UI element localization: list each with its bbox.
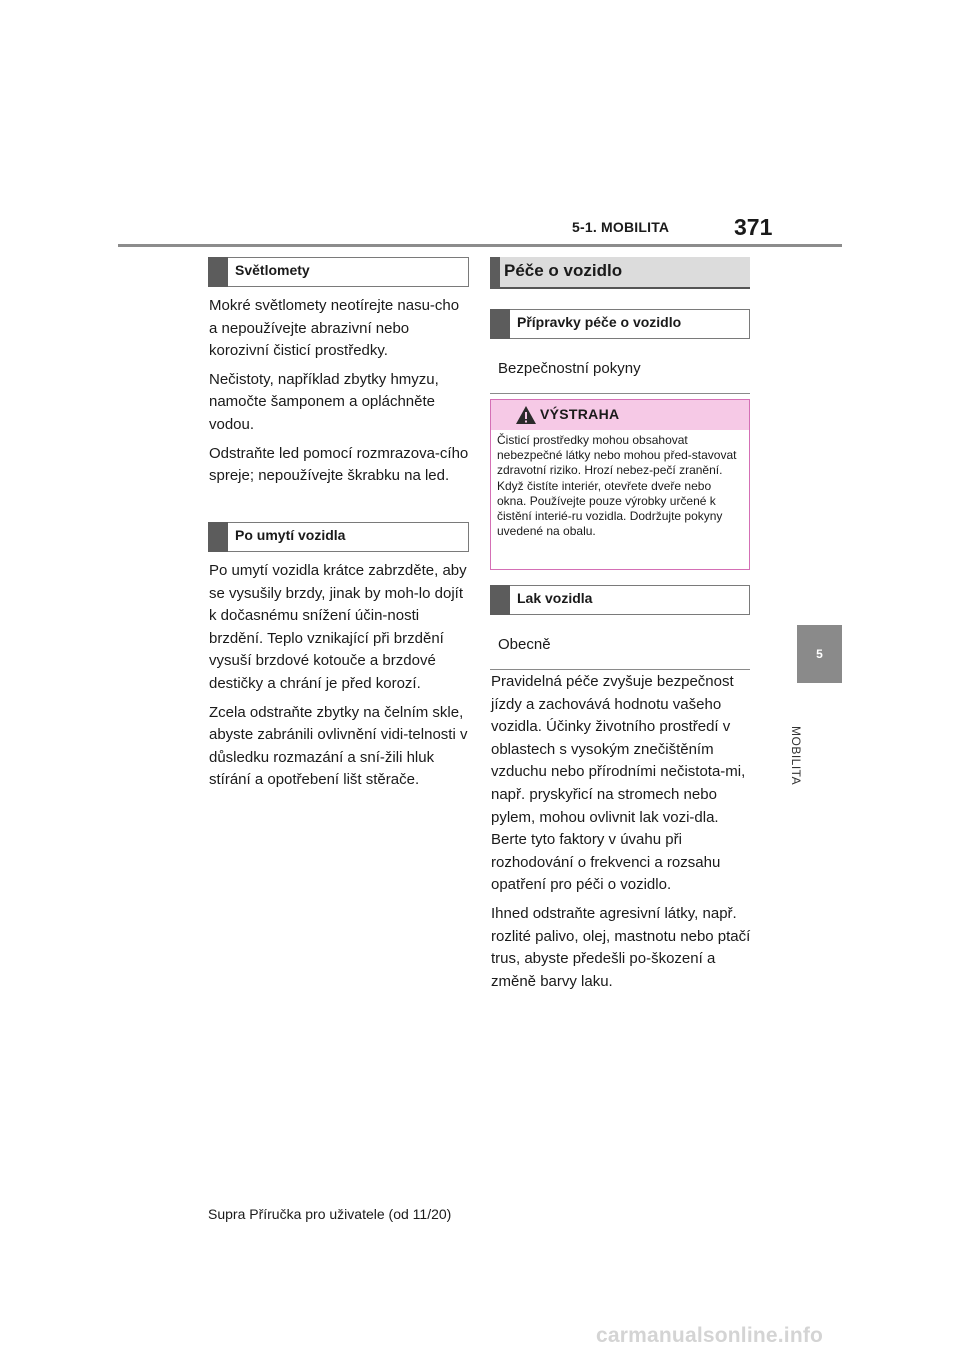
paragraph: Pravidelná péče zvyšuje bezpečnost jízdy a zachovává hodnotu vašeho vozidla. Účinky životního prostředí v oblastech s vysokým znečištěním vzduchu nebo přírodními nečistota-mi, např. pryskyřicí na stromech nebo pylem, mohou ovlivnit lak vozi-dla. Berte tyto faktory v úvahu při rozhodování o frekvenci a rozsahu opatření pro péči o vozidlo. [491,673,746,894]
headlights-heading-text: Světlomety [235,262,310,278]
paragraph: Ihned odstraňte agresivní látky, např. rozlité palivo, olej, mastnotu nebo ptačí trus, abyste předešli po-škození a změně barvy laku. [491,904,751,990]
main-heading-text: Péče o vozidlo [504,261,623,280]
after-wash-text [209,560,471,798]
chapter-tab[interactable]: 5 [797,625,842,683]
after-wash-heading [208,522,469,552]
safety-notes-heading-text: Bezpečnostní pokyny [498,360,641,377]
heading-bar [208,257,228,287]
paint-heading [490,585,750,615]
paragraph: Po umytí vozidla krátce zabrzděte, aby se vysušily brzdy, jinak by moh-lo dojít k dočasnému snížení účin-nosti brzdění. Teplo vznikající při brzdění vysuší brzdové kotouče a brzdové destičky a chrání je před korozí. [209,562,467,692]
general-heading [490,632,750,670]
care-products-heading-text: Přípravky péče o vozidlo [517,314,682,330]
chapter-label-text: MOBILITA [789,726,803,786]
page-number: 371 [734,214,773,240]
main-heading [490,257,750,289]
headlights-text [209,295,471,494]
warning-text: Čisticí prostředky mohou obsahovat nebezpečné látky nebo mohou před-stavovat zdravotní riziko. Hrozí nebez-pečí zranění. Když čistíte interiér, otevřete dveře nebo okna. Používejte pouze výrobky určené k čistění interié-ru vozidla. Dodržujte pokyny uvedené na obalu. [497,433,737,539]
heading-bar [490,585,510,615]
paint-text [491,671,753,999]
watermark: carmanualsonline.info [596,1324,824,1347]
heading-bar [490,257,500,289]
chapter-label [787,726,807,826]
heading-bar [208,522,228,552]
footer-text: Supra Příručka pro uživatele (od 11/20) [208,1206,452,1222]
header-divider [118,244,842,247]
care-products-heading [490,309,750,339]
headlights-heading [208,257,469,287]
warning-box [490,399,750,570]
paint-heading-text: Lak vozidla [517,590,593,606]
section-title: 5-1. MOBILITA [572,219,670,235]
after-wash-heading-text: Po umytí vozidla [235,527,346,543]
paragraph: Mokré světlomety neotírejte nasu-cho a nepoužívejte abrazivní nebo korozivní čisticí prostředky. [209,297,460,360]
warning-triangle-icon [515,405,537,425]
heading-bar [490,309,510,339]
paragraph: Nečistoty, například zbytky hmyzu, namočte šamponem a opláchněte vodou. [209,370,439,433]
safety-notes-heading [490,356,750,394]
warning-header [491,400,749,430]
warning-title: VÝSTRAHA [540,406,620,422]
general-heading-text: Obecně [498,636,551,653]
paragraph: Zcela odstraňte zbytky na čelním skle, abyste zabránili ovlivnění vidi-telnosti v důsledku rozmazání a sní-žili hluk stírání a opotřebení lišt stěrače. [209,703,468,789]
paragraph: Odstraňte led pomocí rozmrazova-cího spreje; nepoužívejte škrabku na led. [209,444,469,485]
